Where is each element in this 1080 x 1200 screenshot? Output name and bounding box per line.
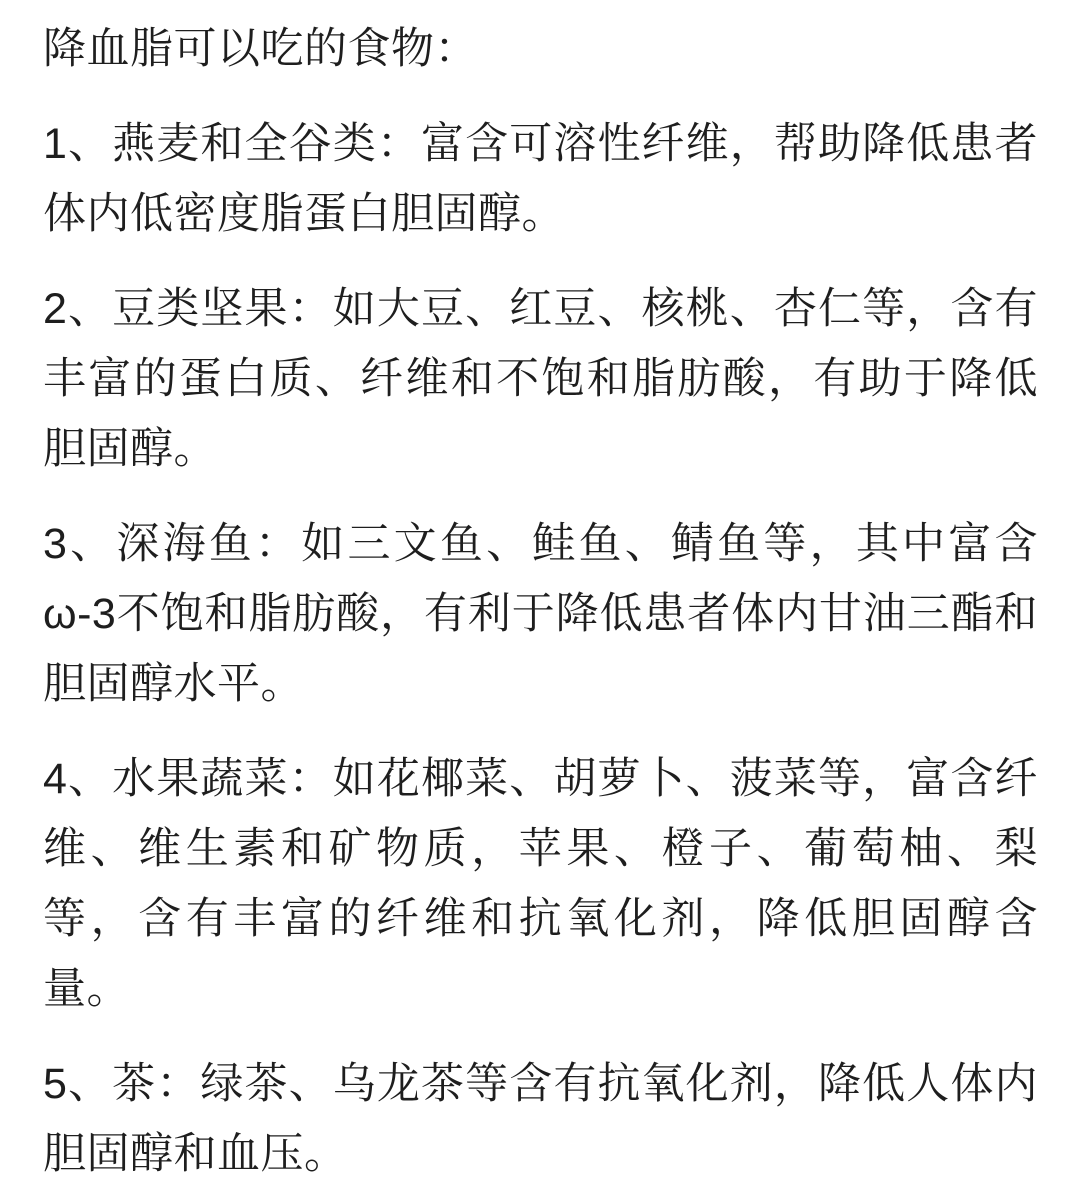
paragraph-item-3: 3、深海鱼：如三文鱼、鲑鱼、鲭鱼等，其中富含ω-3不饱和脂肪酸，有利于降低患者体内甘油三酯和胆固醇水平。 — [43, 520, 1038, 708]
document-title: 降血脂可以吃的食物： — [43, 25, 478, 73]
paragraph-item-5: 5、茶：绿茶、乌龙茶等含有抗氧化剂，降低人体内胆固醇和血压。 — [43, 1060, 1038, 1178]
paragraph-item-4: 4、水果蔬菜：如花椰菜、胡萝卜、菠菜等，富含纤维、维生素和矿物质，苹果、橙子、葡萄柚、梨等，含有丰富的纤维和抗氧化剂，降低胆固醇含量。 — [43, 755, 1038, 1013]
paragraph-item-1: 1、燕麦和全谷类：富含可溶性纤维，帮助降低患者体内低密度脂蛋白胆固醇。 — [43, 120, 1038, 238]
paragraph-item-2: 2、豆类坚果：如大豆、红豆、核桃、杏仁等，含有丰富的蛋白质、纤维和不饱和脂肪酸，有助于降低胆固醇。 — [43, 285, 1038, 473]
